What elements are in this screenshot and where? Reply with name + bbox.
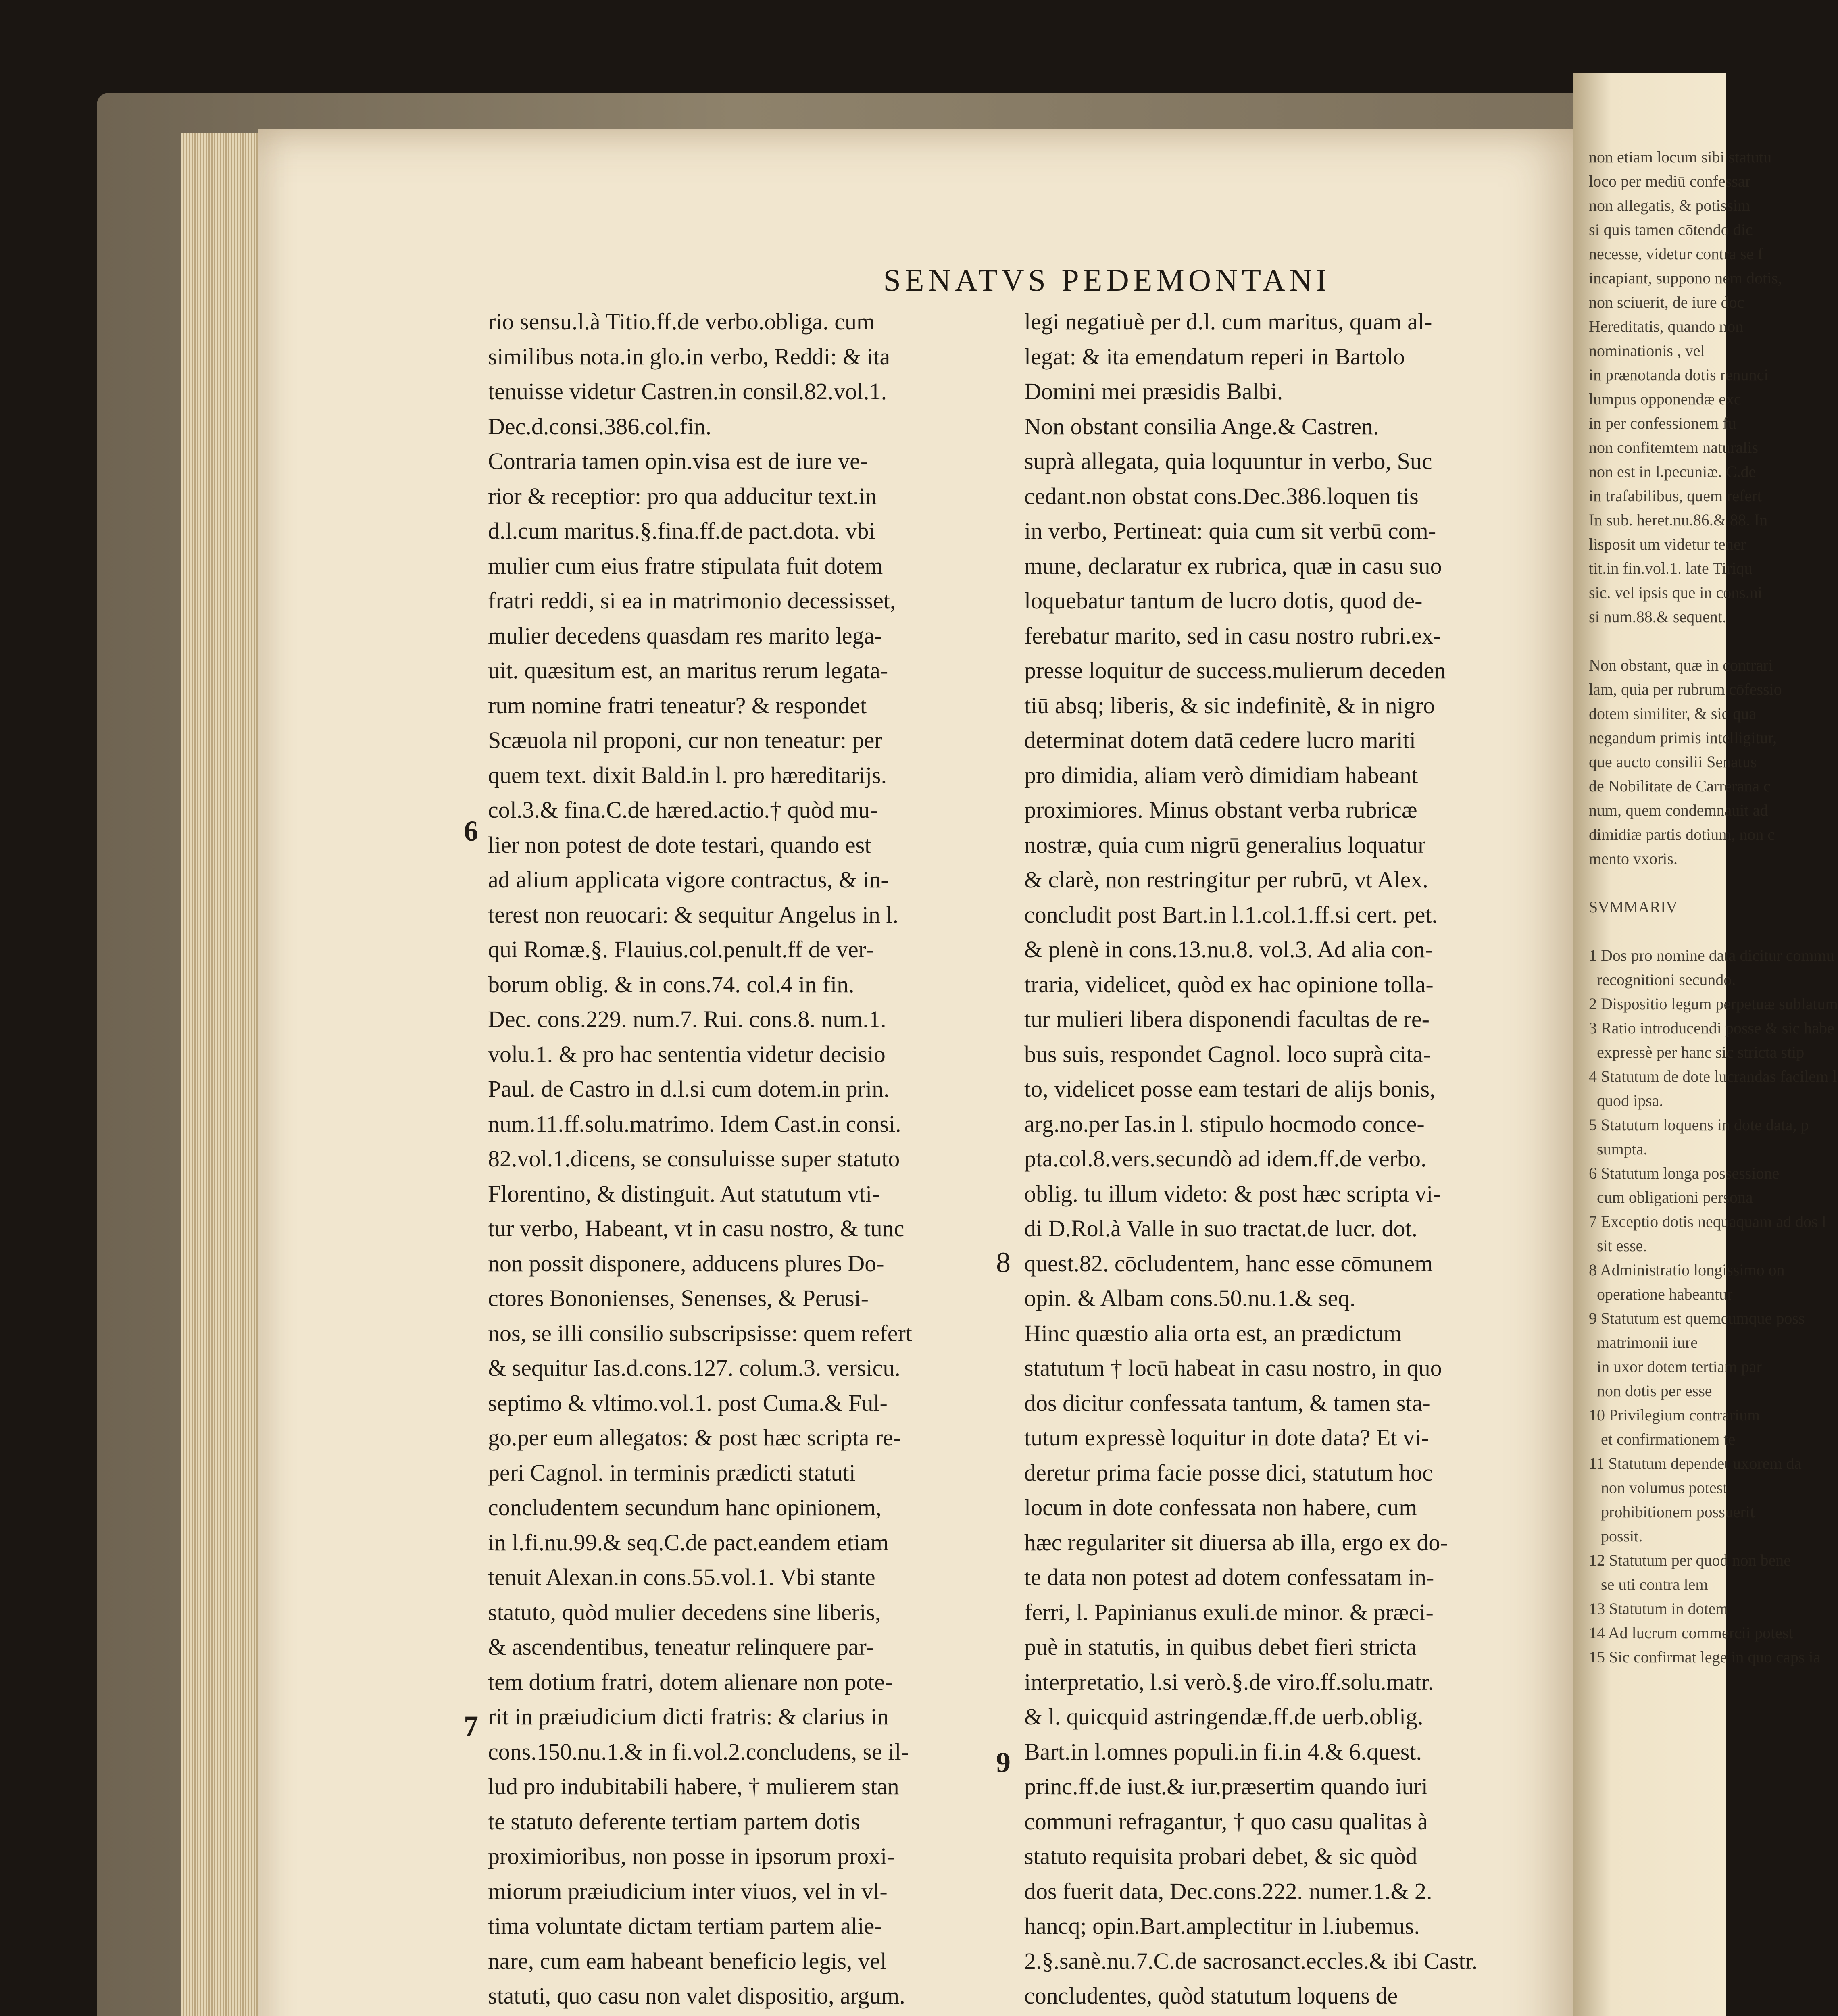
text-line: rit in præiudicium dicti fratris: & clarius in (488, 1704, 889, 1730)
text-line: borum oblig. & in cons.74. col.4 in fin. (488, 971, 854, 998)
text-line: puè in statutis, in quibus debet fieri stricta (1024, 1634, 1417, 1660)
text-line: te statuto deferente tertiam partem dotis (488, 1808, 860, 1835)
text-line: suprà allegata, quia loquuntur in verbo, Suc (1024, 448, 1432, 474)
text-line: quem text. dixit Bald.in l. pro hæreditarijs. (488, 762, 887, 788)
text-line: ferri, l. Papinianus exuli.de minor. & præci- (1024, 1599, 1434, 1625)
text-line: col.3.& fina.C.de hæred.actio.† quòd mu- (488, 797, 878, 823)
text-line: uit. quæsitum est, an maritus rerum legata- (488, 657, 888, 683)
text-line (488, 2014, 984, 2016)
text-line: pta.col.8.vers.secundò ad idem.ff.de verbo. (1024, 1145, 1427, 1172)
text-line: communi refragantur, † quo casu qualitas à (1024, 1808, 1428, 1835)
text-line: & ascendentibus, teneatur relinquere par- (488, 1634, 874, 1660)
text-line: Scæuola nil proponi, cur non teneatur: per (488, 727, 882, 753)
text-line: fratri reddi, si ea in matrimonio decessisset, (488, 587, 896, 614)
text-line: 2.§.sanè.nu.7.C.de sacrosanct.eccles.& ibi Castr. (1024, 1947, 1478, 1974)
text-line: rum nomine fratri teneatur? & respondet (488, 692, 867, 719)
text-line: Dec.d.consi.386.col.fin. (488, 413, 712, 439)
text-line: dos dicitur confessata tantum, & tamen sta- (1024, 1389, 1430, 1416)
text-line: mune, declaratur ex rubrica, quæ in casu suo (1024, 552, 1442, 579)
text-line: nare, cum eam habeant beneficio legis, vel (488, 1947, 887, 1974)
text-line: tur verbo, Habeant, vt in casu nostro, & tunc (488, 1215, 904, 1241)
text-line: determinat dotem datā cedere lucro mariti (1024, 727, 1416, 753)
text-line: te data non potest ad dotem confessatam in- (1024, 1564, 1434, 1590)
text-line: 82.vol.1.dicens, se consuluisse super statuto (488, 1145, 900, 1172)
margin-number-7: 7 (464, 1710, 478, 1742)
text-line: loquebatur tantum de lucro dotis, quod de- (1024, 587, 1423, 614)
text-line: princ.ff.de iust.& iur.præsertim quando iuri (1024, 1773, 1428, 1799)
text-line: terest non reuocari: & sequitur Angelus in l. (488, 901, 899, 928)
text-line: non possit disponere, adducens plures Do- (488, 1250, 884, 1277)
text-line: locum in dote confessata non habere, cum (1024, 1494, 1417, 1520)
facing-page-text: non etiam locum sibi statutu loco per mediū confessar non allegatis, & potissim si quis tamen cōtendo dic necesse, videtur contra se f incapiant, suppono nem dotis, non sciuerit, de iure doc Hereditatis, quando non nominationis , vel in prænotanda dotis renunci lumpus opponendæ exc in per confessionem fu non confitemtem naturalis non est in l.pecuniæ. C.de in trafabilibus, quem refert In sub. heret.nu.86.& 88. In lisposit um videtur tener tit.in fin.vol.1. late Tiriqu sic. vel ipsis que in cons.ni si num.88.& sequent. Non obstant, quæ in contrari lam, quia per rubrum cōfessio dotem similiter, & sic qua negandum primis intelligitur, que aucto consilii Senatus de Nobilitate de Carrerana c num, quem condemnauit ad dimidiæ partis dotium, non c mento vxoris. SVMMARIV 1 Dos pro nomine data dicitur commu recognitioni secundo. 2 Dispositio legum perpetuæ sublatum 3 Ratio introducendi posse & sic habe expressè per hanc sic stricta stip 4 Statutum de dote lucrandas facilem l quod ipsa. 5 Statutum loquens in dote data, p sumpta. 6 Statutum longa possessione cum obligationi persona 7 Exceptio dotis nequaquam ad dos l sit esse. 8 Administratio longissimo on operatione habeantur 9 Statutum est quemcumque poss matrimonii iure in uxor dotem tertiam par non dotis per esse 10 Privilegium contrarium et confirmationem te 11 Statutum dependet uxorem da non volumus potest prohibitionem possuerit possit. 12 Statutum per quod non bene se uti contra lem 13 Statutum in dotem 14 Ad lucrum commercii potest 15 Sic confirmat lege in quo caps ia (1589, 148, 1838, 1666)
text-line: legat: & ita emendatum reperi in Bartolo (1024, 343, 1405, 370)
text-line: d.l.cum maritus.§.fina.ff.de pact.dota. vbi (488, 518, 875, 544)
text-line: tenuit Alexan.in cons.55.vol.1. Vbi stante (488, 1564, 875, 1590)
running-head: SENATVS PEDEMONTANI (883, 262, 1331, 298)
text-line: proximiores. Minus obstant verba rubricæ (1024, 797, 1417, 823)
text-line: peri Cagnol. in terminis prædicti statuti (488, 1459, 856, 1486)
text-line: Florentino, & distinguit. Aut statutum vti- (488, 1180, 880, 1207)
text-line: volu.1. & pro hac sententia videtur decisio (488, 1041, 886, 1067)
text-line: rio sensu.l.à Titio.ff.de verbo.obliga. cum (488, 308, 875, 335)
text-line: di D.Rol.à Valle in suo tractat.de lucr. dot. (1024, 1215, 1418, 1241)
text-line: statuto, quòd mulier decedens sine liberis, (488, 1599, 881, 1625)
text-line: concludentes, quòd statutum loquens de (1024, 1983, 1398, 2009)
text-line: arg.no.per Ias.in l. stipulo hocmodo conce- (1024, 1110, 1425, 1137)
text-line: num.11.ff.solu.matrimo. Idem Cast.in consi. (488, 1110, 901, 1137)
text-line: ad alium applicata vigore contractus, & in- (488, 866, 889, 893)
text-line: rior & receptior: pro qua adducitur text.in (488, 483, 877, 509)
text-line: & sequitur Ias.d.cons.127. colum.3. versicu. (488, 1355, 900, 1381)
margin-number-8: 8 (996, 1246, 1011, 1279)
text-line: deretur prima facie posse dici, statutum hoc (1024, 1459, 1433, 1486)
text-line: hæc regulariter sit diuersa ab illa, ergo ex do- (1024, 1529, 1448, 1556)
text-line: miorum præiudicium inter viuos, vel in vl- (488, 1878, 888, 1904)
text-line: quest.82. cōcludentem, hanc esse cōmunem (1024, 1250, 1433, 1277)
text-line: mulier cum eius fratre stipulata fuit dotem (488, 552, 883, 579)
text-line: nos, se illi consilio subscripsisse: quem refert (488, 1320, 912, 1346)
text-line: Dec. cons.229. num.7. Rui. cons.8. num.1. (488, 1006, 886, 1032)
text-line: mulier decedens quasdam res marito lega- (488, 622, 882, 649)
text-line: ferebatur marito, sed in casu nostro rubri.ex- (1024, 622, 1441, 649)
margin-number-9: 9 (996, 1746, 1011, 1779)
text-line: Bart.in l.omnes populi.in fi.in 4.& 6.quest. (1024, 1738, 1422, 1765)
text-line: & plenè in cons.13.nu.8. vol.3. Ad alia con- (1024, 936, 1433, 962)
text-line: Non obstant consilia Ange.& Castren. (1024, 413, 1379, 439)
margin-number-6: 6 (464, 815, 478, 847)
text-line: statuti, quo casu non valet dispositio, argum. (488, 1983, 905, 2009)
text-line: concludentem secundum hanc opinionem, (488, 1494, 882, 1520)
text-line: legi negatiuè per d.l. cum maritus, quam al- (1024, 308, 1432, 335)
text-line: dos fuerit data, Dec.cons.222. numer.1.& 2. (1024, 1878, 1432, 1904)
text-line: in verbo, Pertineat: quia cum sit verbū com- (1024, 518, 1436, 544)
text-line: lud pro indubitabili habere, † mulierem stan (488, 1773, 899, 1799)
text-line (1024, 2014, 1524, 2016)
text-line: tenuisse videtur Castren.in consil.82.vol.1. (488, 378, 887, 404)
facing-page (1573, 73, 1838, 2016)
text-line: septimo & vltimo.vol.1. post Cuma.& Ful- (488, 1389, 888, 1416)
text-line: concludit post Bart.in l.1.col.1.ff.si cert. pet. (1024, 901, 1438, 928)
text-line: nostræ, quia cum nigrū generalius loquatur (1024, 831, 1426, 858)
text-line: traria, videlicet, quòd ex hac opinione tolla- (1024, 971, 1434, 998)
text-line: tutum expressè loquitur in dote data? Et vi- (1024, 1425, 1429, 1451)
text-line: ctores Bononienses, Senenses, & Perusi- (488, 1285, 869, 1311)
text-line: tima voluntate dictam tertiam partem alie- (488, 1913, 882, 1939)
text-line: qui Romæ.§. Flauius.col.penult.ff de ver- (488, 936, 874, 962)
text-line: to, videlicet posse eam testari de alijs bonis, (1024, 1076, 1436, 1102)
text-line: opin. & Albam cons.50.nu.1.& seq. (1024, 1285, 1356, 1311)
text-line: in l.fi.nu.99.& seq.C.de pact.eandem etiam (488, 1529, 889, 1556)
text-line: pro dimidia, aliam verò dimidiam habeant (1024, 762, 1418, 788)
text-line: lier non potest de dote testari, quando est (488, 831, 871, 858)
text-line: & l. quicquid astringendæ.ff.de uerb.oblig. (1024, 1704, 1423, 1730)
text-line: go.per eum allegatos: & post hæc scripta re- (488, 1425, 901, 1451)
text-line: Domini mei præsidis Balbi. (1024, 378, 1283, 404)
text-line: Contraria tamen opin.visa est de iure ve- (488, 448, 868, 474)
text-line: & clarè, non restringitur per rubrū, vt Alex. (1024, 866, 1428, 893)
text-line: statutum † locū habeat in casu nostro, in quo (1024, 1355, 1442, 1381)
text-line: interpretatio, l.si verò.§.de viro.ff.solu.matr. (1024, 1668, 1434, 1695)
text-line: hancq; opin.Bart.amplectitur in l.iubemus. (1024, 1913, 1420, 1939)
left-column (488, 304, 984, 2016)
text-line: presse loquitur de success.mulierum deceden (1024, 657, 1446, 683)
text-line: tem dotium fratri, dotem alienare non pote- (488, 1668, 893, 1695)
text-line: Paul. de Castro in d.l.si cum dotem.in prin. (488, 1076, 890, 1102)
right-column (1024, 304, 1524, 2016)
text-line: similibus nota.in glo.in verbo, Reddi: & ita (488, 343, 890, 370)
text-line: statuto requisita probari debet, & sic quòd (1024, 1843, 1417, 1869)
text-line: tur mulieri libera disponendi facultas de re- (1024, 1006, 1430, 1032)
text-line: oblig. tu illum videto: & post hæc scripta vi- (1024, 1180, 1441, 1207)
text-line: bus suis, respondet Cagnol. loco suprà cita- (1024, 1041, 1431, 1067)
text-line: tiū absq; liberis, & sic indefinitè, & in nigro (1024, 692, 1435, 719)
text-line: cedant.non obstat cons.Dec.386.loquen tis (1024, 483, 1419, 509)
text-line: proximioribus, non posse in ipsorum proxi- (488, 1843, 895, 1869)
text-line: cons.150.nu.1.& in fi.vol.2.concludens, se il- (488, 1738, 909, 1765)
text-line: Hinc quæstio alia orta est, an prædictum (1024, 1320, 1402, 1346)
